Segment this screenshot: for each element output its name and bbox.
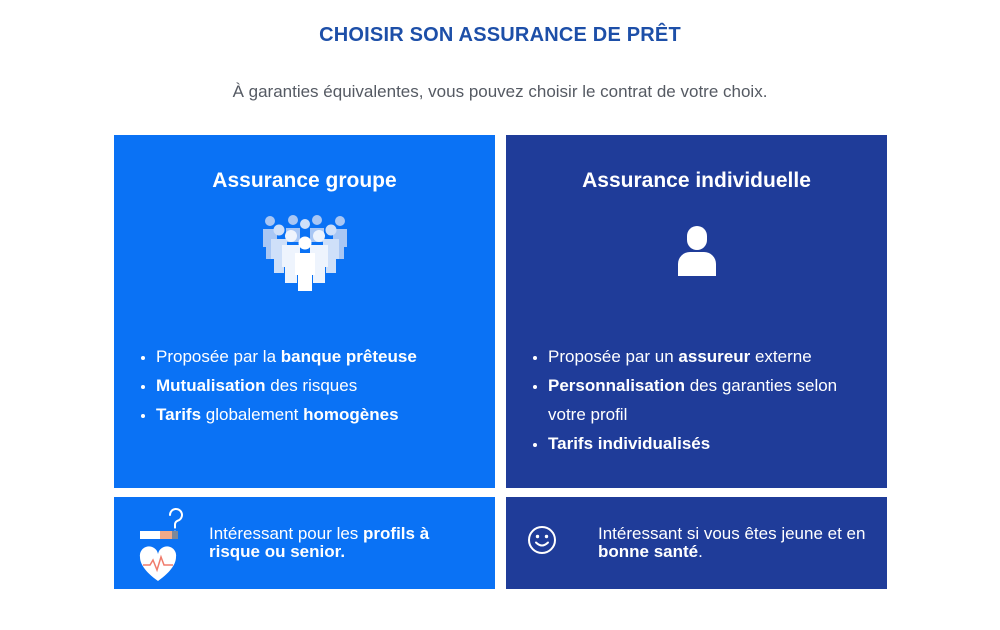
list-item: • Tarifs individualisés xyxy=(548,429,873,458)
individual-panel-title: Assurance individuelle xyxy=(582,169,811,192)
person-icon xyxy=(677,225,717,277)
individual-points-list xyxy=(528,342,873,458)
question-mark-icon xyxy=(170,509,182,533)
list-item: • Tarifs globalement homogènes xyxy=(156,400,481,429)
list-item: • Proposée par la banque prêteuse xyxy=(156,342,481,371)
list-item: • Mutualisation des risques xyxy=(156,371,481,400)
cigarette-icon xyxy=(140,531,178,539)
list-item: • Proposée par un assureur externe xyxy=(548,342,873,371)
page-title: CHOISIR SON ASSURANCE DE PRÊT xyxy=(319,24,681,46)
people-group-icon xyxy=(262,215,348,291)
individual-insurance-panel xyxy=(506,135,887,488)
group-panel-title: Assurance groupe xyxy=(212,169,397,192)
individual-target-text: Intéressant si vous êtes jeune et en bonne santé. xyxy=(598,524,866,561)
group-target-panel xyxy=(114,497,495,589)
group-points-list xyxy=(136,342,481,429)
smiley-icon xyxy=(526,524,558,556)
risk-icons xyxy=(136,505,186,583)
list-item: • Personnalisation des garanties selon votre profil xyxy=(548,371,873,429)
page-subtitle: À garanties équivalentes, vous pouvez choisir le contrat de votre choix. xyxy=(232,82,768,101)
individual-target-panel xyxy=(506,497,887,589)
group-insurance-panel xyxy=(114,135,495,488)
heart-pulse-icon xyxy=(140,546,176,581)
group-target-text: Intéressant pour les profils à risque ou senior. xyxy=(209,524,430,561)
